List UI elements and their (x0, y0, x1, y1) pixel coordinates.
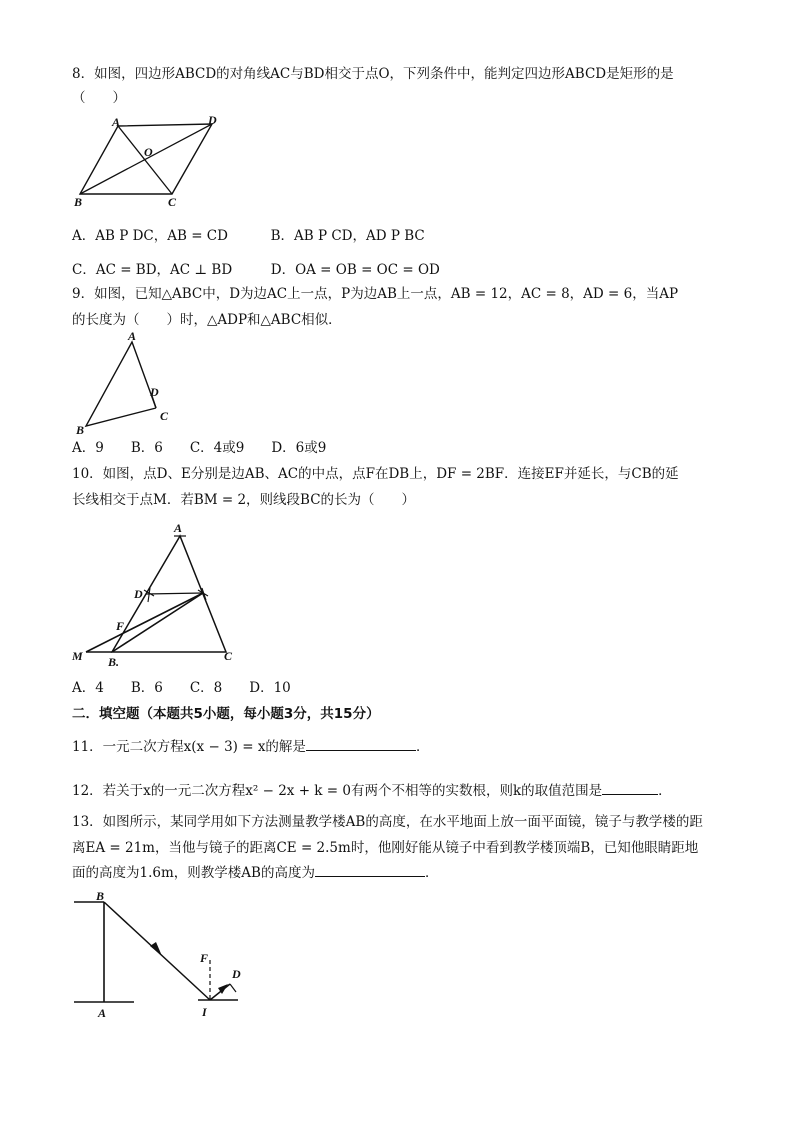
q8-parallelogram-figure (70, 112, 230, 210)
q10-label-b: B. (108, 655, 120, 669)
q10-label-d: D (134, 587, 143, 601)
q8-stem-line-1: 8．如图，四边形ABCD的对角线AC与BD相交于点O，下列条件中，能判定四边形ABCD是矩形的是 (72, 66, 674, 82)
q11-end: ． (415, 739, 430, 755)
q13-label-f: F (200, 951, 209, 965)
q11-stem: 11．一元二次方程x(x − 3) = x的解是 (72, 739, 306, 755)
q10-line-be (112, 593, 203, 652)
q8-option-c: C．AC = BD，AC ⊥ BD (72, 262, 233, 278)
q9-triangle-figure (70, 329, 180, 437)
q9-label-a: A (128, 329, 137, 343)
q13-label-d: D (232, 967, 241, 981)
q8-options-line-2 (72, 260, 734, 280)
q13-label-a: A (98, 1006, 107, 1020)
q8-label-o: O (144, 145, 153, 159)
q10-label-f: F (116, 619, 125, 633)
q10-line-me (86, 593, 203, 652)
q9-stem-line-1: 9．如图，已知△ABC中，D为边AC上一点，P为边AB上一点，AB = 12，AC = 8，AD = 6，当AP (72, 286, 679, 302)
q12-end: ． (658, 783, 672, 799)
q13-arrow-1 (150, 942, 162, 956)
q10-triangle-figure (70, 520, 250, 670)
section2-heading: 二．填空题（本题共5小题，每小题3分，共15分） (72, 706, 380, 722)
q8-label-c: C (168, 195, 177, 209)
q10-label-m: M (72, 649, 83, 663)
q9-triangle-outline (86, 342, 156, 426)
q13-end: ． (424, 865, 439, 881)
q10-options: A．4 B．6 C．8 D．10 (72, 680, 291, 696)
q12-stem: 12．若关于x的一元二次方程x² − 2x + k = 0有两个不相等的实数根，则k的取值范围是 (72, 783, 603, 799)
q8-option-b: B．AB P CD，AD P BC (270, 228, 425, 244)
q9-label-c: C (160, 409, 169, 423)
q12-answer-blank[interactable] (602, 780, 658, 795)
q13-stem-line-2: 离EA = 21m，当他与镜子的距离CE = 2.5m时，他刚好能从镜子中看到教学楼顶端B，已知他眼睛距地 (72, 840, 699, 856)
q10-label-a: A (174, 521, 183, 535)
q12-line (72, 780, 734, 801)
q13-label-i: I (202, 1005, 207, 1019)
q11-answer-blank[interactable] (306, 736, 416, 751)
q13-stem-line-3 (72, 862, 734, 883)
q13-mirror-figure (70, 890, 250, 1020)
q13-label-b: B (96, 889, 105, 903)
q13-stem-3: 面的高度为1.6m，则教学楼AB的高度为 (72, 865, 315, 881)
q9-options: A．9 B．6 C．4或9 D．6或9 (72, 440, 327, 456)
q13-observer-cd (230, 984, 236, 992)
q10-line-de (146, 593, 203, 594)
q8-label-b: B (74, 195, 83, 209)
q8-options-line-1 (72, 226, 734, 246)
q8-label-d: D (208, 113, 217, 127)
q10-label-c: C (224, 649, 233, 663)
q10-stem-line-1: 10．如图，点D、E分别是边AB、AC的中点，点F在DB上，DF = 2BF．连接EF并延长，与CB的延 (72, 466, 679, 482)
q8-option-d: D．OA = OB = OC = OD (270, 262, 440, 278)
q10-stem-line-2: 长线相交于点M．若BM = 2，则线段BC的长为（ ） (72, 492, 416, 508)
q9-label-b: B (76, 423, 85, 437)
q13-reflected-ray (210, 984, 230, 1000)
q8-stem-line-2: （ ） (72, 90, 126, 106)
q9-label-d: D (150, 385, 159, 399)
q13-stem-line-1: 13．如图所示，某同学用如下方法测量教学楼AB的高度，在水平地面上放一面平面镜，镜子与教学楼的距 (72, 814, 703, 830)
q8-option-a: A．AB P DC，AB = CD (72, 228, 228, 244)
q8-label-a: A (112, 115, 121, 129)
q9-stem-line-2: 的长度为（ ）时，△ADP和△ABC相似． (72, 312, 342, 328)
q11-line (72, 736, 734, 757)
q13-answer-blank[interactable] (315, 862, 425, 877)
